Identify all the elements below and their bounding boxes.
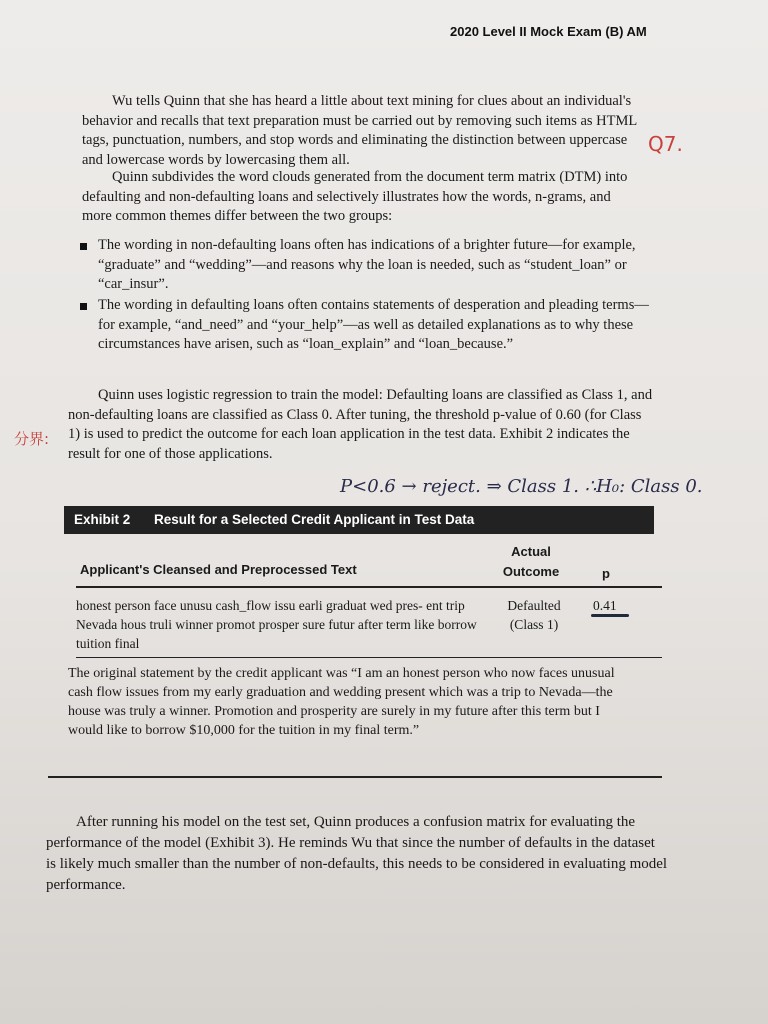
table-rule-bottom [48, 776, 662, 778]
table-rule-top [76, 586, 662, 588]
column-header-outcome-line2: Outcome [502, 564, 560, 579]
bullet-square-icon [80, 243, 87, 250]
cell-p-value: 0.41 [593, 598, 617, 613]
handwritten-threshold-note: P<0.6 → reject. ⇒ Class 1. ∴H₀: Class 0. [340, 476, 703, 497]
cell-outcome-line1: Defaulted [507, 598, 561, 613]
bullet-text: The wording in non-defaulting loans often has indications of a brighter future—for example, “graduate” and “wedding”—and reasons why the loan is needed, such as “student_loan” or “car_insur”. [98, 237, 636, 292]
paragraph-confusion-matrix: After running his model on the test set, Quinn produces a confusion matrix for evaluating the performance of the model (Exhibit 3). He reminds Wu that since the number of defaults in the dataset is likely much smaller than the number of non-defaults, this needs to be considered in evaluating model performance. [46, 814, 668, 893]
exhibit-title: Result for a Selected Credit Applicant in Test Data [154, 512, 475, 527]
exhibit-number: Exhibit 2 [74, 512, 131, 527]
bullet-defaulting [80, 296, 650, 355]
paragraph-logistic-regression: Quinn uses logistic regression to train the model: Defaulting loans are classified as Class 1, and non-defaulting loans are classified as Class 0. After tuning, the threshold p-value of 0.60 (for Class 1) is used to predict the outcome for each loan application in the test data. Exhibit 2 indicates the result for one of those applications. [68, 387, 653, 462]
column-header-outcome [498, 542, 564, 582]
handwritten-q7-note: Q7. [648, 132, 683, 156]
bullet-text: The wording in defaulting loans often contains statements of desperation and pleading terms—for example, “and_need” and “your_help”—as well as detailed explanations as to why these circumstances have arisen, such as “loan_explain” and “loan_because.” [98, 297, 649, 352]
cell-actual-outcome [498, 596, 570, 634]
table-rule-middle [76, 657, 662, 658]
column-header-p: p [602, 566, 610, 581]
paragraph-text-preparation: Wu tells Quinn that she has heard a little about text mining for clues about an individual's behavior and recalls that text preparation must be carried out by removing such items as HTML tags, punctuation, numbers, and stop words and eliminating the distinction between uppercase and lowercase words by lowercasing them all. [82, 93, 637, 168]
exhibit-title-bar [64, 506, 654, 534]
handwritten-underline [591, 614, 629, 617]
column-header-text: Applicant's Cleansed and Preprocessed Text [80, 562, 357, 577]
paragraph-dtm-subdivision: Quinn subdivides the word clouds generated from the document term matrix (DTM) into defaulting and non-defaulting loans and selectively illustrates how the words, n-grams, and more common themes differ between the two groups: [82, 169, 628, 224]
handwritten-margin-note: 分界: [14, 430, 50, 448]
bullet-square-icon [80, 303, 87, 310]
column-header-outcome-line1: Actual [511, 544, 551, 559]
cell-preprocessed-text: honest person face unusu cash_flow issu earli graduat wed pres- ent trip Nevada hous truli winner promot prosper sure futur after term like borrow tuition final [76, 598, 477, 651]
bullet-non-defaulting [80, 236, 650, 295]
exam-header: 2020 Level II Mock Exam (B) AM [450, 24, 647, 39]
applicant-original-statement: The original statement by the credit applicant was “I am an honest person who now faces unusual cash flow issues from my early graduation and wedding present which was a trip to Nevada—the house was truly a winner. Promotion and prosperity are surely in my future after this term but I would like to borrow $10,000 for the tuition in my final term.” [68, 666, 615, 738]
cell-outcome-line2: (Class 1) [509, 617, 559, 632]
